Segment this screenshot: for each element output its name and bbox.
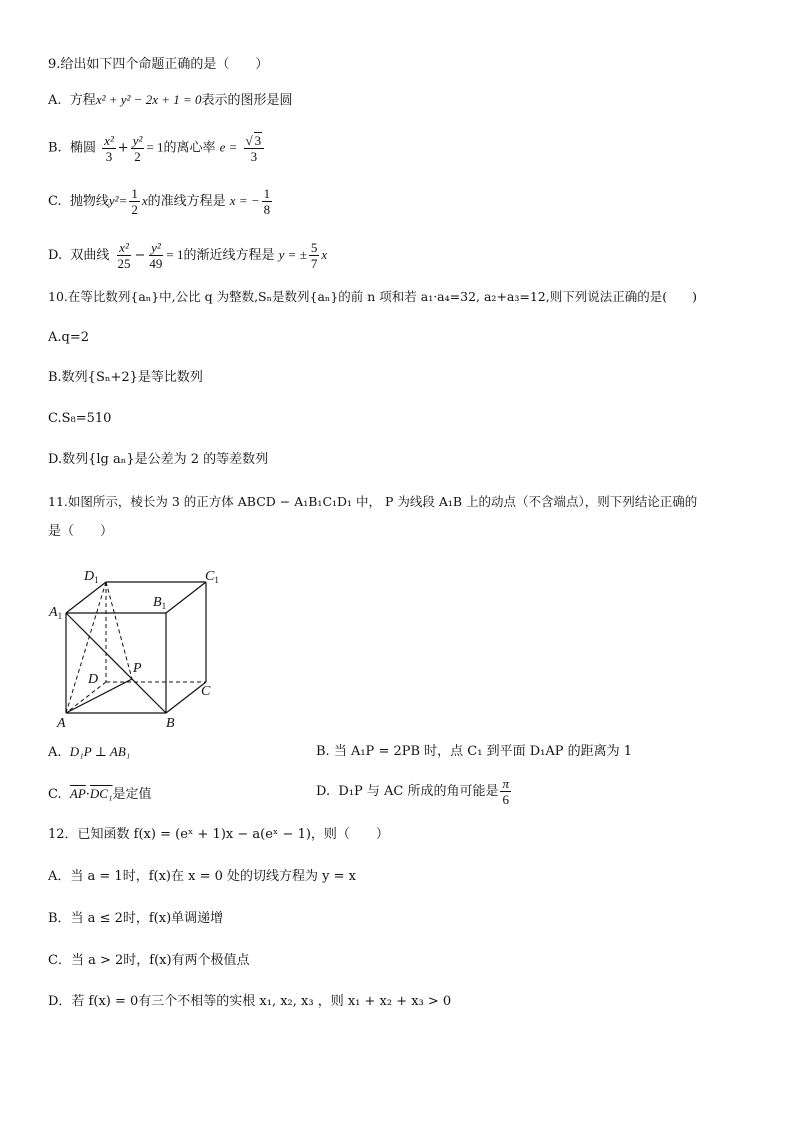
q9-stem: 9.给出如下四个命题正确的是（ ） bbox=[48, 57, 269, 72]
q12-option-a: A．当 a = 1时，f(x)在 x = 0 处的切线方程为 y = x bbox=[48, 869, 356, 884]
q11-stem-line1: 11.如图所示，棱长为 3 的正方体 ABCD − A₁B₁C₁D₁ 中， P 为线段 A₁B 上的动点（不含端点），则下列结论正确的 bbox=[48, 494, 698, 509]
q9-option-d: D. 双曲线 $\frac{\text{x²}}{25}$ − $\frac{\text{y²}}{49}$ = 1的渐近线方程是 y = ± $\frac{5}{7}$ x bbox=[48, 240, 328, 271]
label-D: D bbox=[88, 672, 99, 687]
q12-option-d: D．若 f(x) = 0有三个不相等的实根 x₁, x₂, x₃ ，则 x₁ + x₂ + x₃ > 0 bbox=[48, 994, 452, 1009]
label-B1: $B_1$ bbox=[153, 595, 167, 611]
q10-option-d: D.数列{lg aₙ}是公差为 2 的等差数列 bbox=[48, 452, 269, 467]
q12-stem: 12．已知函数 f(x) = (eˣ + 1)x − a(eˣ − 1)，则（ ） bbox=[48, 827, 389, 842]
label-C1: $C_1$ bbox=[205, 569, 219, 585]
q11-option-a: A. D₁P ⊥ AB₁ bbox=[48, 744, 131, 760]
label-D1: $D_1$ bbox=[84, 569, 99, 585]
q10-option-b: B.数列{Sₙ+2}是等比数列 bbox=[48, 370, 203, 385]
label-B: B bbox=[166, 716, 175, 731]
q11-stem-line2: 是（ ） bbox=[48, 524, 114, 539]
label-C: C bbox=[201, 684, 211, 699]
q11-option-d: D. D₁P 与 AC 所成的角可能是 $\frac{\pi}{6}$ bbox=[316, 776, 509, 807]
q12-option-b: B．当 a ≤ 2时，f(x)单调递增 bbox=[48, 911, 224, 926]
q12-option-c: C．当 a > 2时，f(x)有两个极值点 bbox=[48, 953, 250, 968]
label-P: P bbox=[133, 661, 142, 676]
label-A: A bbox=[57, 716, 66, 731]
q11-option-c: C. $\overline{AP}\cdot DC_1$是定值 bbox=[48, 786, 152, 802]
q9-option-a: A. 方程x² + y² − 2x + 1 = 0表示的图形是圆 bbox=[48, 92, 293, 108]
q10-option-c: C.S₈=510 bbox=[48, 411, 112, 426]
cube-figure bbox=[44, 562, 244, 734]
q9-option-c: C. 抛物线y²= $\frac{1}{2}$ x的准线方程是 x = − $\frac{1}{8}$ bbox=[48, 186, 271, 217]
q9-option-b: B. 椭圆 $\frac{\text{x²}}{3}$ + $\frac{\text{y²}}{2}$ = 1的离心率 e = $\frac{√ 3}{3}$ bbox=[48, 132, 266, 164]
label-A1: $A_1$ bbox=[49, 605, 63, 621]
q10-option-a: A.q=2 bbox=[48, 330, 90, 345]
q10-stem: 10.在等比数列{aₙ}中,公比 q 为整数,Sₙ是数列{aₙ}的前 n 项和若 a₁·a₄=32, a₂+a₃=12,则下列说法正确的是( ) bbox=[48, 289, 697, 304]
q11-option-b: B. 当 A₁P = 2PB 时，点 C₁ 到平面 D₁AP 的距离为 1 bbox=[316, 744, 633, 759]
